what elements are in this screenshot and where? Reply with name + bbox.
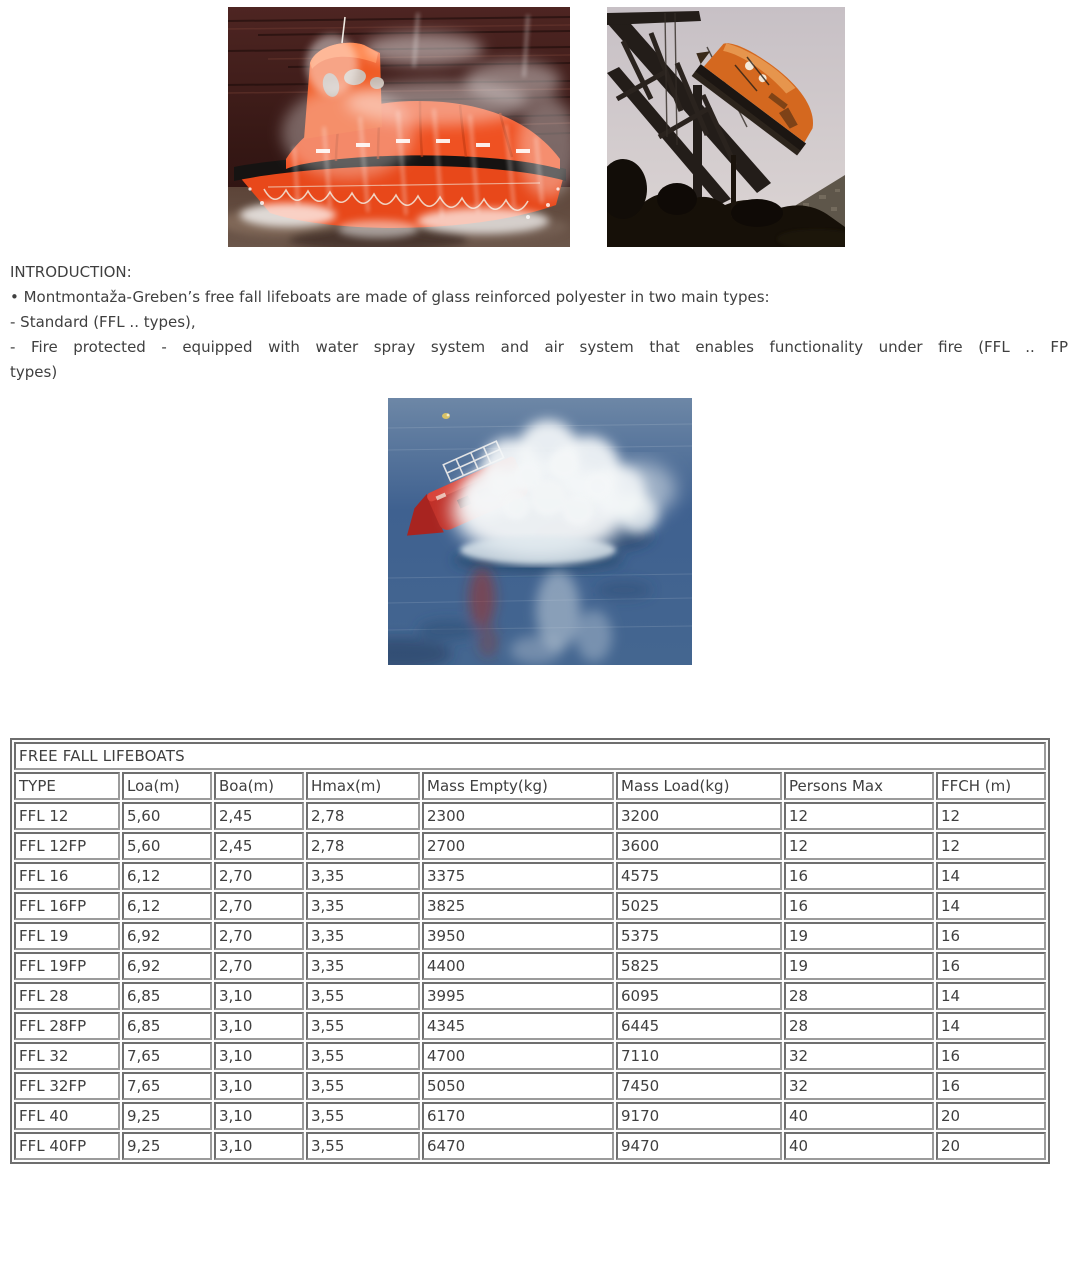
table-cell: 4345 <box>422 1012 614 1040</box>
column-header: Mass Empty(kg) <box>422 772 614 800</box>
table-row <box>14 952 1046 980</box>
table-cell: 3825 <box>422 892 614 920</box>
table-cell: 3,55 <box>306 1102 420 1130</box>
table-cell: 40 <box>784 1102 934 1130</box>
table-cell: 9,25 <box>122 1102 212 1130</box>
table-cell: 3995 <box>422 982 614 1010</box>
table-cell: 6445 <box>616 1012 782 1040</box>
table-cell: 12 <box>784 832 934 860</box>
column-header: Mass Load(kg) <box>616 772 782 800</box>
table-cell: FFL 12FP <box>14 832 120 860</box>
table-body <box>14 802 1046 1160</box>
column-header: Persons Max <box>784 772 934 800</box>
table-cell: FFL 28 <box>14 982 120 1010</box>
intro-fire-line-2: types) <box>10 363 58 381</box>
table-cell: 12 <box>784 802 934 830</box>
table-cell: 5375 <box>616 922 782 950</box>
table-cell: 6170 <box>422 1102 614 1130</box>
table-cell: 4400 <box>422 952 614 980</box>
table-header-row <box>14 772 1046 800</box>
table-cell: 3200 <box>616 802 782 830</box>
photo-lifeboat-splashdown <box>388 398 692 665</box>
table-cell: 3,35 <box>306 922 420 950</box>
table-cell: 5025 <box>616 892 782 920</box>
table-cell: 16 <box>784 862 934 890</box>
table-cell: 3,55 <box>306 1042 420 1070</box>
table-cell: 3,10 <box>214 1012 304 1040</box>
table-cell: 3,55 <box>306 1012 420 1040</box>
table-cell: 5050 <box>422 1072 614 1100</box>
intro-fire-line-1: - Fire protected - equipped with water spray system and air system that enables functionality under fire (FFL .. FP <box>10 338 1068 356</box>
intro-standard-line: - Standard (FFL .. types), <box>10 313 196 331</box>
table-cell: 6,12 <box>122 862 212 890</box>
introduction-section <box>10 260 1068 385</box>
table-row <box>14 832 1046 860</box>
table-cell: 3,10 <box>214 1102 304 1130</box>
table-cell: 7450 <box>616 1072 782 1100</box>
middle-photo-wrap <box>388 398 692 665</box>
table-cell: 9170 <box>616 1102 782 1130</box>
table-cell: 5825 <box>616 952 782 980</box>
table-cell: 5,60 <box>122 832 212 860</box>
table-cell: 9,25 <box>122 1132 212 1160</box>
table-cell: 3950 <box>422 922 614 950</box>
table-cell: 3375 <box>422 862 614 890</box>
table-cell: 7,65 <box>122 1042 212 1070</box>
table-cell: FFL 40 <box>14 1102 120 1130</box>
column-header: TYPE <box>14 772 120 800</box>
table-cell: 6,12 <box>122 892 212 920</box>
table-cell: 20 <box>936 1102 1046 1130</box>
table-cell: 2,70 <box>214 862 304 890</box>
table-cell: 2,70 <box>214 892 304 920</box>
table-cell: FFL 12 <box>14 802 120 830</box>
table-cell: 3,55 <box>306 982 420 1010</box>
table-row <box>14 1042 1046 1070</box>
table-cell: 3,55 <box>306 1132 420 1160</box>
table-cell: 2,45 <box>214 832 304 860</box>
table-row <box>14 1012 1046 1040</box>
table-row <box>14 922 1046 950</box>
table-cell: 6470 <box>422 1132 614 1160</box>
table-cell: 3,10 <box>214 982 304 1010</box>
table-cell: 16 <box>784 892 934 920</box>
table-cell: 6095 <box>616 982 782 1010</box>
table-cell: 28 <box>784 1012 934 1040</box>
table-cell: 16 <box>936 1072 1046 1100</box>
table-cell: 14 <box>936 1012 1046 1040</box>
table-cell: 2,45 <box>214 802 304 830</box>
table-cell: 3,10 <box>214 1072 304 1100</box>
table-cell: 3,35 <box>306 952 420 980</box>
table-cell: 4700 <box>422 1042 614 1070</box>
column-header: Boa(m) <box>214 772 304 800</box>
table-cell: 3,35 <box>306 862 420 890</box>
table-cell: 6,92 <box>122 922 212 950</box>
table-cell: 28 <box>784 982 934 1010</box>
table-cell: FFL 28FP <box>14 1012 120 1040</box>
table-cell: 6,92 <box>122 952 212 980</box>
table-cell: 2,70 <box>214 952 304 980</box>
table-cell: 2,78 <box>306 832 420 860</box>
intro-heading: INTRODUCTION: <box>10 263 132 281</box>
table-cell: FFL 19 <box>14 922 120 950</box>
table-cell: 2,70 <box>214 922 304 950</box>
table-cell: FFL 32 <box>14 1042 120 1070</box>
photo-lifeboat-spray-test <box>228 7 570 247</box>
table-cell: 2,78 <box>306 802 420 830</box>
table-row <box>14 802 1046 830</box>
intro-bullet-line: • Montmontaža-Greben’s free fall lifeboats are made of glass reinforced polyester in two main types: <box>10 288 770 306</box>
table-cell: 3,10 <box>214 1132 304 1160</box>
table-cell: FFL 16 <box>14 862 120 890</box>
photo-lifeboat-launch-ramp <box>607 7 845 247</box>
table-cell: FFL 16FP <box>14 892 120 920</box>
table-cell: 5,60 <box>122 802 212 830</box>
table-cell: 2700 <box>422 832 614 860</box>
spec-table-section <box>10 738 1050 1164</box>
table-cell: 7,65 <box>122 1072 212 1100</box>
table-cell: 4575 <box>616 862 782 890</box>
table-cell: 3,55 <box>306 1072 420 1100</box>
table-cell: 3,10 <box>214 1042 304 1070</box>
table-row <box>14 1072 1046 1100</box>
table-cell: 14 <box>936 892 1046 920</box>
table-row <box>14 1132 1046 1160</box>
table-cell: 2300 <box>422 802 614 830</box>
table-cell: 40 <box>784 1132 934 1160</box>
table-cell: 14 <box>936 862 1046 890</box>
table-row <box>14 892 1046 920</box>
table-cell: 20 <box>936 1132 1046 1160</box>
table-cell: 32 <box>784 1072 934 1100</box>
table-row <box>14 1102 1046 1130</box>
table-cell: 16 <box>936 1042 1046 1070</box>
table-cell: 32 <box>784 1042 934 1070</box>
table-cell: 19 <box>784 922 934 950</box>
table-cell: FFL 40FP <box>14 1132 120 1160</box>
top-photos-row <box>228 7 845 247</box>
table-cell: 3,35 <box>306 892 420 920</box>
table-cell: 12 <box>936 802 1046 830</box>
table-cell: 3600 <box>616 832 782 860</box>
freefall-lifeboats-table <box>10 738 1050 1164</box>
table-cell: FFL 32FP <box>14 1072 120 1100</box>
table-cell: 14 <box>936 982 1046 1010</box>
column-header: Loa(m) <box>122 772 212 800</box>
table-cell: 16 <box>936 952 1046 980</box>
column-header: Hmax(m) <box>306 772 420 800</box>
table-cell: 6,85 <box>122 982 212 1010</box>
table-cell: FFL 19FP <box>14 952 120 980</box>
table-cell: 19 <box>784 952 934 980</box>
table-title-row <box>14 742 1046 770</box>
table-cell: 7110 <box>616 1042 782 1070</box>
table-cell: 12 <box>936 832 1046 860</box>
table-cell: 9470 <box>616 1132 782 1160</box>
table-row <box>14 862 1046 890</box>
table-cell: 16 <box>936 922 1046 950</box>
column-header: FFCH (m) <box>936 772 1046 800</box>
table-row <box>14 982 1046 1010</box>
table-title: FREE FALL LIFEBOATS <box>14 742 1046 770</box>
table-cell: 6,85 <box>122 1012 212 1040</box>
